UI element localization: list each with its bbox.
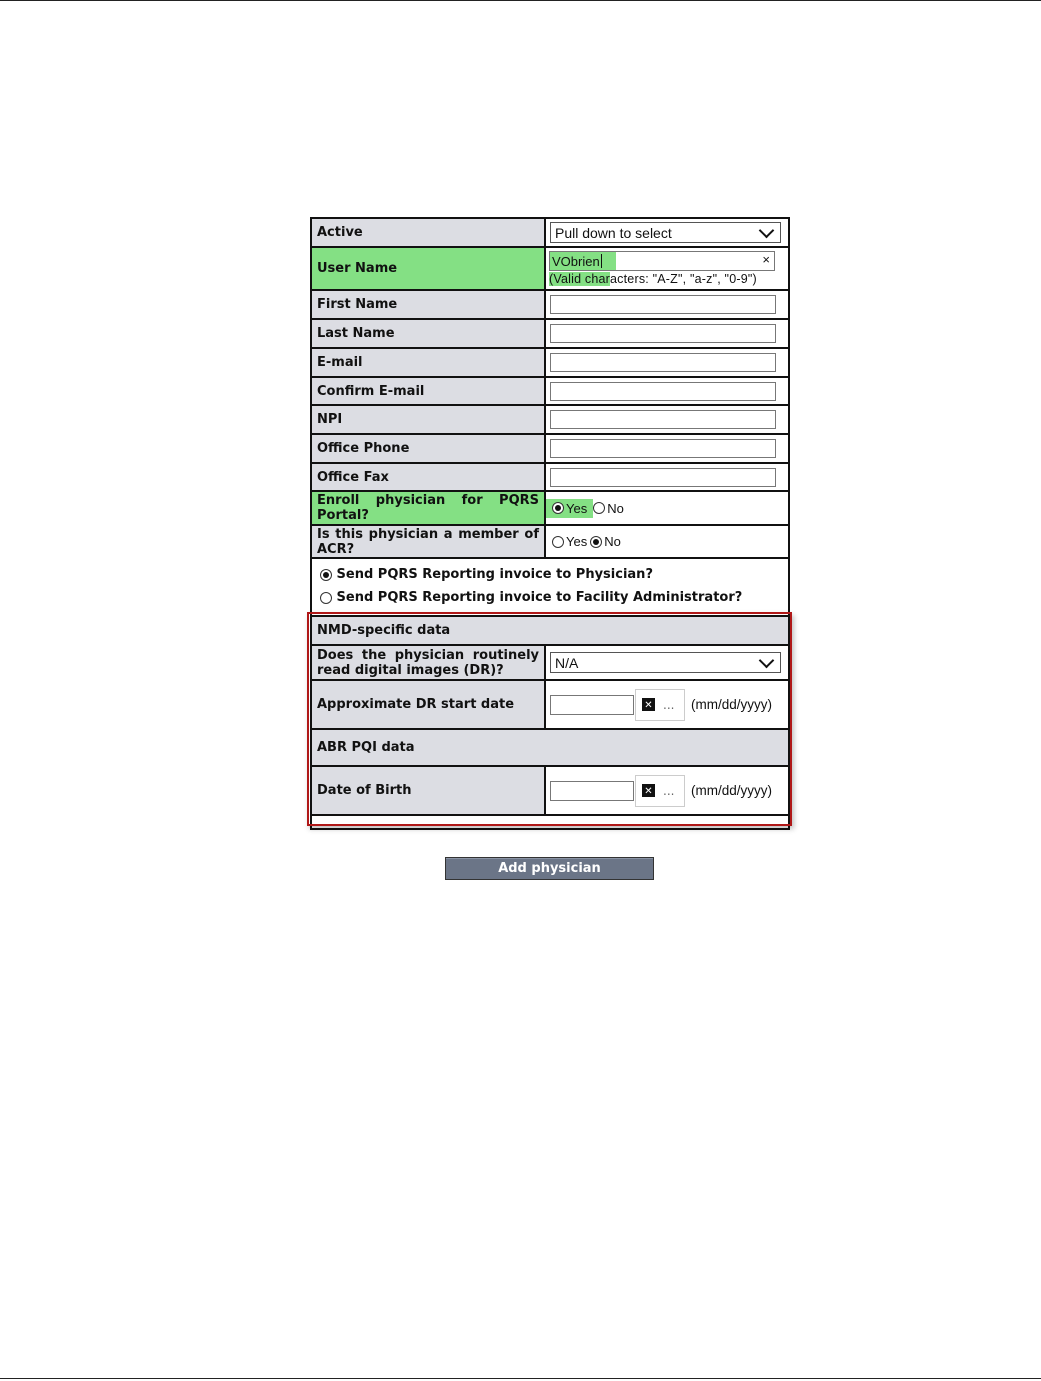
chevron-down-icon — [759, 652, 775, 668]
confirm-email-label: Confirm E-mail — [312, 378, 546, 404]
reads-dr-row — [312, 646, 788, 681]
active-label: Active — [312, 219, 546, 246]
dob-calendar-button[interactable] — [635, 775, 685, 807]
acr-yes-radio[interactable] — [552, 536, 564, 548]
invoice-facility-radio[interactable] — [320, 592, 332, 604]
dr-start-input[interactable] — [550, 695, 634, 715]
invoice-facility-label: Send PQRS Reporting invoice to Facility Administrator? — [336, 590, 743, 605]
active-select-value: Pull down to select — [555, 224, 672, 241]
dob-format: (mm/dd/yyyy) — [691, 783, 772, 798]
dr-start-format: (mm/dd/yyyy) — [691, 697, 772, 712]
user-name-input[interactable] — [549, 251, 775, 271]
user-name-hint: (Valid characters: "A-Z", "a-z", "0-9") — [549, 272, 757, 286]
dob-input[interactable] — [550, 781, 634, 801]
chevron-down-icon — [759, 222, 775, 238]
add-physician-button[interactable]: Add physician — [445, 857, 654, 880]
acr-yes-label: Yes — [566, 534, 588, 549]
invoice-physician-radio[interactable] — [320, 569, 332, 581]
enroll-yes-label: Yes — [566, 500, 588, 516]
abr-section-header: ABR PQI data — [312, 730, 788, 767]
acr-no-label: No — [604, 534, 621, 549]
nmd-section-header: NMD-specific data — [312, 617, 788, 646]
office-fax-input[interactable] — [550, 468, 776, 487]
user-name-row — [312, 248, 788, 291]
enroll-no-label: No — [607, 500, 624, 516]
reads-dr-label: Does the physician routinely read digital images (DR)? — [312, 646, 546, 679]
dr-start-label: Approximate DR start date — [312, 681, 546, 728]
npi-input[interactable] — [550, 410, 776, 429]
acr-member-label: Is this physician a member of ACR? — [312, 526, 546, 557]
first-name-input[interactable] — [550, 295, 776, 314]
office-phone-input[interactable] — [550, 439, 776, 458]
active-select[interactable] — [550, 222, 781, 243]
dob-dots: ... — [663, 783, 675, 798]
last-name-input[interactable] — [550, 324, 776, 343]
email-label: E-mail — [312, 349, 546, 376]
npi-row — [312, 406, 788, 435]
form-footer-spacer — [312, 816, 788, 828]
clear-icon[interactable]: × — [762, 252, 770, 267]
enroll-pqrs-row — [312, 492, 788, 526]
dr-start-row — [312, 681, 788, 730]
dob-label: Date of Birth — [312, 767, 546, 814]
reads-dr-value: N/A — [555, 654, 579, 671]
acr-no-radio[interactable] — [590, 536, 602, 548]
enroll-yes-radio[interactable] — [552, 502, 564, 514]
first-name-row — [312, 291, 788, 320]
office-fax-label: Office Fax — [312, 464, 546, 490]
top-rule — [0, 0, 1041, 1]
clear-date-icon[interactable]: ✕ — [642, 784, 655, 797]
invoice-options — [312, 559, 788, 617]
reads-dr-select[interactable] — [550, 652, 781, 673]
dob-row — [312, 767, 788, 816]
text-caret — [601, 254, 602, 268]
active-row — [312, 219, 788, 248]
bottom-rule — [0, 1378, 1041, 1379]
email-row — [312, 349, 788, 378]
npi-label: NPI — [312, 406, 546, 433]
invoice-physician-option[interactable] — [320, 563, 780, 586]
last-name-row — [312, 320, 788, 349]
office-phone-label: Office Phone — [312, 435, 546, 462]
office-phone-row — [312, 435, 788, 464]
office-fax-row — [312, 464, 788, 492]
dr-start-dots: ... — [663, 697, 675, 712]
enroll-pqrs-label: Enroll physician for PQRS Portal? — [312, 492, 546, 524]
last-name-label: Last Name — [312, 320, 546, 347]
user-name-value: VObrien — [552, 253, 600, 269]
user-name-label: User Name — [312, 248, 546, 289]
invoice-physician-label: Send PQRS Reporting invoice to Physician? — [336, 567, 653, 582]
clear-date-icon[interactable]: ✕ — [642, 698, 655, 711]
confirm-email-input[interactable] — [550, 382, 776, 401]
invoice-facility-option[interactable] — [320, 586, 780, 609]
physician-form — [310, 217, 790, 830]
email-input[interactable] — [550, 353, 776, 372]
dr-start-calendar-button[interactable] — [635, 689, 685, 721]
acr-member-row — [312, 526, 788, 559]
enroll-no-radio[interactable] — [593, 502, 605, 514]
enroll-yes-option[interactable] — [546, 499, 593, 518]
confirm-email-row — [312, 378, 788, 406]
first-name-label: First Name — [312, 291, 546, 318]
